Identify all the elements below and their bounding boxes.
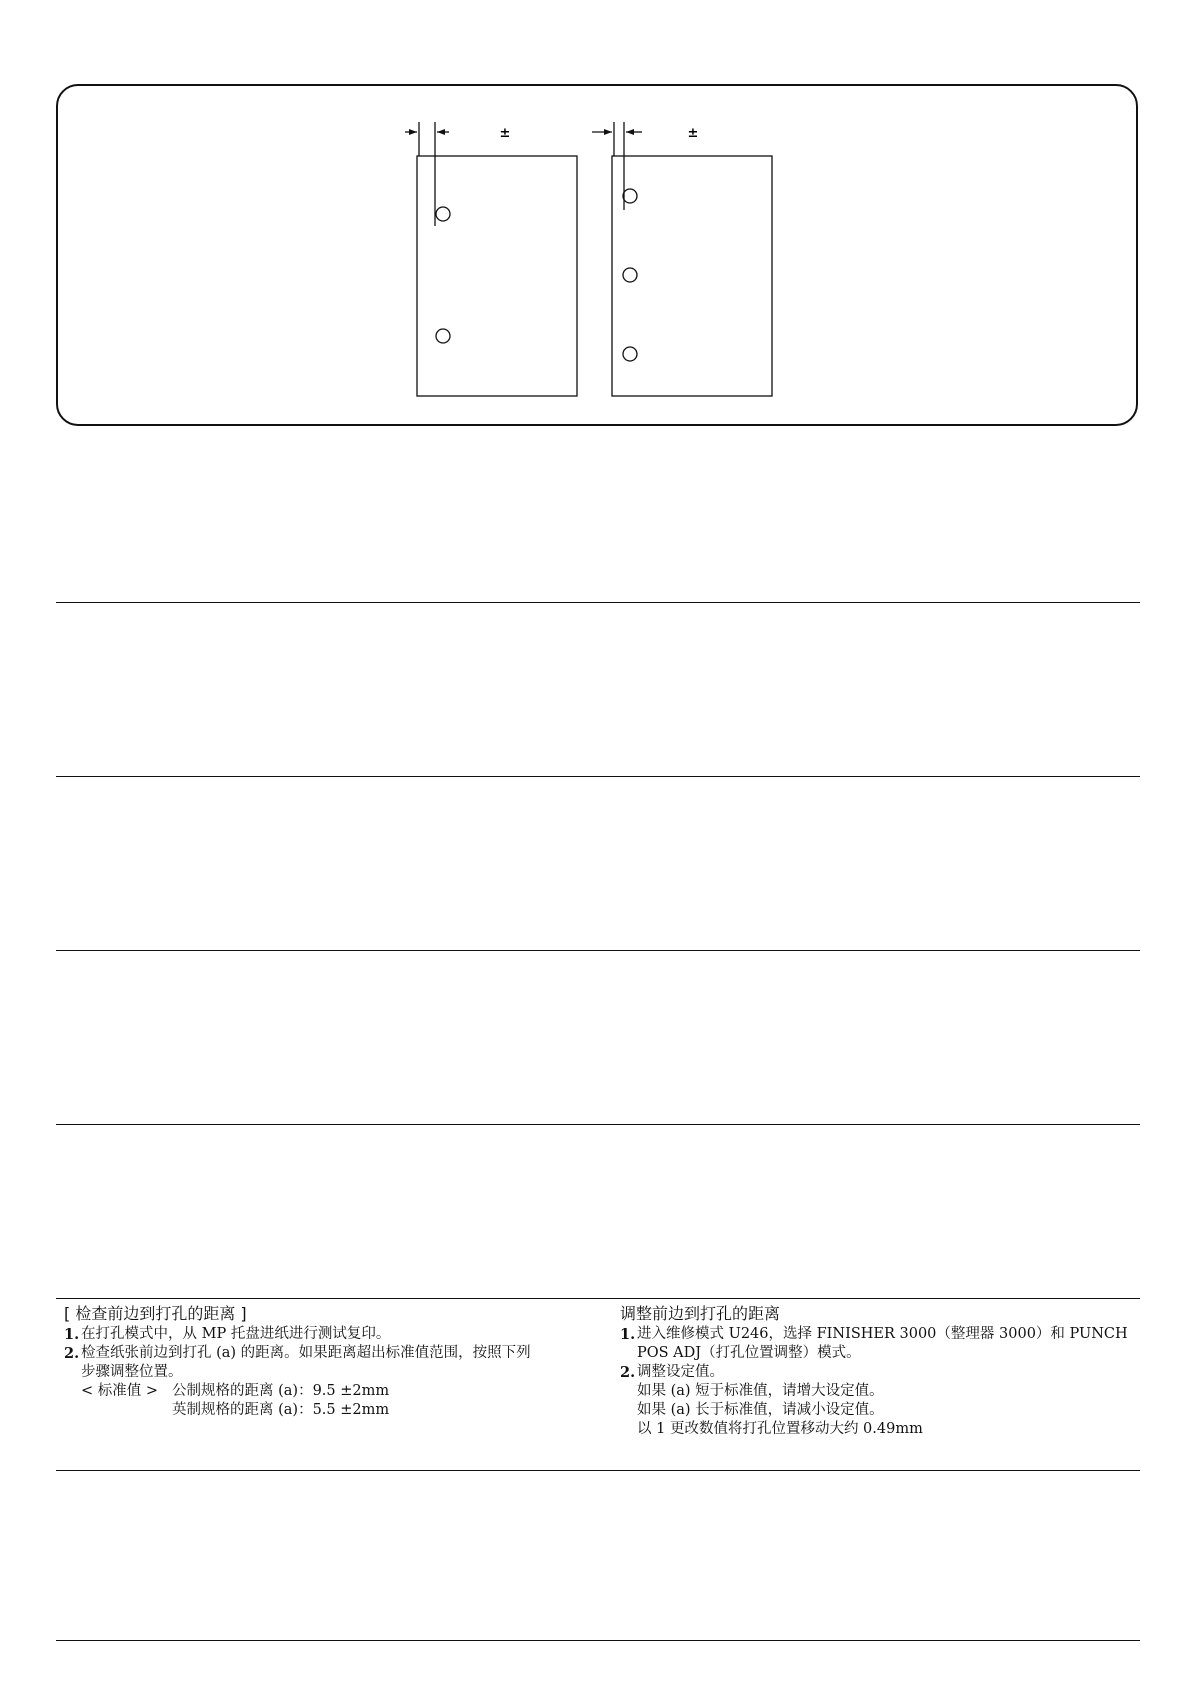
- right-plus-minus: ±: [687, 126, 699, 141]
- check-step-1: [64, 1325, 584, 1344]
- right-hole-3: [623, 347, 637, 361]
- step-text: 在打孔模式中，从 MP 托盘进纸进行测试复印。: [81, 1326, 391, 1342]
- adjust-line-increment: 以 1 更改数值将打孔位置移动大约 0.49mm: [637, 1421, 923, 1437]
- step-text-continued: POS ADJ（打孔位置调整）模式。: [637, 1345, 861, 1361]
- step-number: 2.: [620, 1364, 636, 1381]
- left-hole-2: [436, 329, 450, 343]
- punch-hole-diagram: [58, 86, 1138, 426]
- adjust-distance-section: [620, 1304, 1140, 1439]
- standard-value-label: < 标准值 >: [81, 1383, 159, 1399]
- left-hole-1: [436, 207, 450, 221]
- adjust-step-1: [620, 1325, 1140, 1363]
- step-text: 检查纸张前边到打孔 (a) 的距离。如果距离超出标准值范围，按照下列: [81, 1345, 531, 1361]
- rule-6: [56, 1470, 1140, 1471]
- punch-figure-box: [56, 84, 1138, 426]
- adjust-line-shorter: 如果 (a) 短于标准值，请增大设定值。: [637, 1383, 884, 1399]
- rule-4: [56, 1124, 1140, 1125]
- standard-value-row-metric: [64, 1382, 584, 1401]
- rule-7: [56, 1640, 1140, 1641]
- rule-3: [56, 950, 1140, 951]
- check-step-2: [64, 1344, 584, 1382]
- step-text-continued: 步骤调整位置。: [81, 1364, 183, 1380]
- step-number: 1.: [64, 1326, 80, 1343]
- check-distance-section: [64, 1304, 584, 1420]
- adjust-line-longer: 如果 (a) 长于标准值，请减小设定值。: [637, 1402, 884, 1418]
- standard-value-inch: 英制规格的距离 (a)：5.5 ±2mm: [172, 1402, 390, 1418]
- left-plus-minus: ±: [499, 126, 511, 141]
- left-paper-sheet: [417, 156, 577, 396]
- step-number: 2.: [64, 1345, 80, 1362]
- check-distance-title: [ 检查前边到打孔的距离 ]: [64, 1304, 247, 1323]
- step-number: 1.: [620, 1326, 636, 1343]
- rule-1: [56, 602, 1140, 603]
- standard-value-metric: 公制规格的距离 (a)：9.5 ±2mm: [172, 1383, 390, 1399]
- adjust-distance-title: 调整前边到打孔的距离: [620, 1304, 781, 1323]
- right-hole-2: [623, 268, 637, 282]
- right-hole-1: [623, 189, 637, 203]
- step-text: 进入维修模式 U246，选择 FINISHER 3000（整理器 3000）和 PUNCH: [637, 1326, 1128, 1342]
- standard-value-row-inch: [64, 1401, 584, 1420]
- adjust-step-2: [620, 1363, 1140, 1439]
- step-text: 调整设定值。: [637, 1364, 724, 1380]
- rule-5: [56, 1298, 1140, 1299]
- rule-2: [56, 776, 1140, 777]
